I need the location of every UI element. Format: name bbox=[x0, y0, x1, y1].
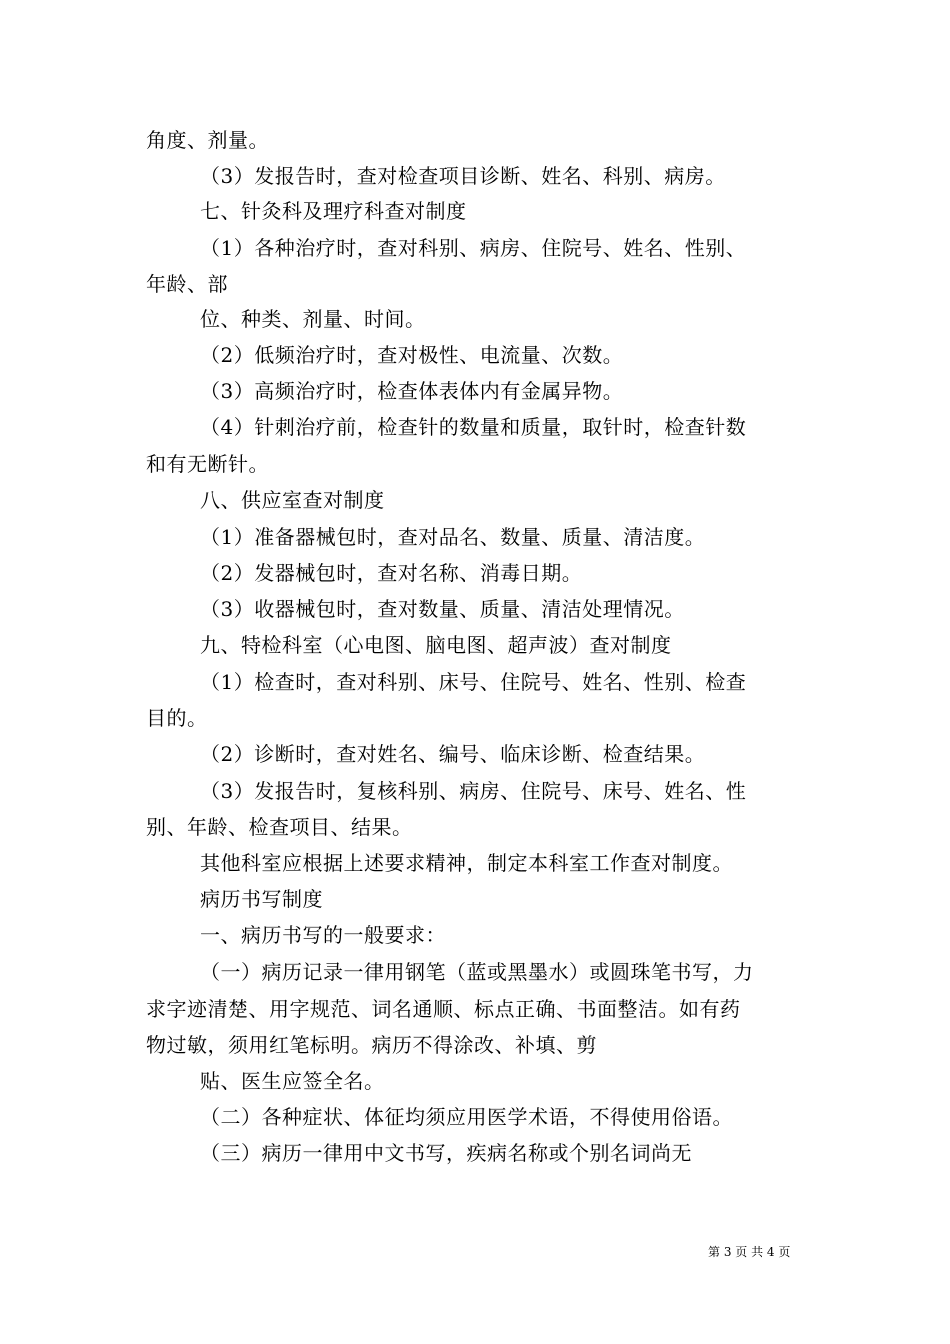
text-line: 目的。 bbox=[146, 706, 208, 730]
text-line: （3）收器械包时，查对数量、质量、清洁处理情况。 bbox=[200, 597, 685, 621]
text-line: （4）针刺治疗前，检查针的数量和质量，取针时，检查针数 bbox=[200, 415, 747, 439]
text-line: 别、年龄、检查项目、结果。 bbox=[146, 815, 413, 839]
text-line: （3）发报告时，查对检查项目诊断、姓名、科别、病房。 bbox=[200, 164, 726, 188]
section-heading: 一、病历书写的一般要求： bbox=[200, 923, 446, 947]
text-line: （1）准备器械包时，查对品名、数量、质量、清洁度。 bbox=[200, 525, 706, 549]
section-heading: 八、供应室查对制度 bbox=[200, 488, 385, 512]
text-line: （一）病历记录一律用钢笔（蓝或黑墨水）或圆珠笔书写，力 bbox=[200, 960, 754, 984]
text-line: （1）各种治疗时，查对科别、病房、住院号、姓名、性别、 bbox=[200, 236, 747, 260]
text-line: （3）高频治疗时，检查体表体内有金属异物。 bbox=[200, 379, 624, 403]
text-line: （三）病历一律用中文书写，疾病名称或个别名词尚无 bbox=[200, 1141, 692, 1165]
section-heading: 九、特检科室（心电图、脑电图、超声波）查对制度 bbox=[200, 633, 672, 657]
section-heading: 病历书写制度 bbox=[200, 887, 323, 911]
text-line: （2）低频治疗时，查对极性、电流量、次数。 bbox=[200, 343, 624, 367]
text-line: （二）各种症状、体征均须应用医学术语，不得使用俗语。 bbox=[200, 1105, 733, 1129]
text-line: 物过敏，须用红笔标明。病历不得涂改、补填、剪 bbox=[146, 1033, 597, 1057]
page-number-footer: 第 3 页 共 4 页 bbox=[708, 1245, 791, 1259]
text-line: 和有无断针。 bbox=[146, 452, 269, 476]
text-line: 角度、剂量。 bbox=[146, 128, 269, 152]
text-line: 贴、医生应签全名。 bbox=[200, 1069, 385, 1093]
text-line: 年龄、部 bbox=[146, 272, 228, 296]
text-line: （1）检查时，查对科别、床号、住院号、姓名、性别、检查 bbox=[200, 670, 747, 694]
text-line: 位、种类、剂量、时间。 bbox=[200, 307, 426, 331]
text-line: （3）发报告时，复核科别、病房、住院号、床号、姓名、性 bbox=[200, 779, 747, 803]
text-line: （2）发器械包时，查对名称、消毒日期。 bbox=[200, 561, 583, 585]
text-line: 求字迹清楚、用字规范、词名通顺、标点正确、书面整洁。如有药 bbox=[146, 997, 741, 1021]
section-heading: 七、针灸科及理疗科查对制度 bbox=[200, 199, 467, 223]
text-line: 其他科室应根据上述要求精神，制定本科室工作查对制度。 bbox=[200, 851, 733, 875]
text-line: （2）诊断时，查对姓名、编号、临床诊断、检查结果。 bbox=[200, 742, 706, 766]
